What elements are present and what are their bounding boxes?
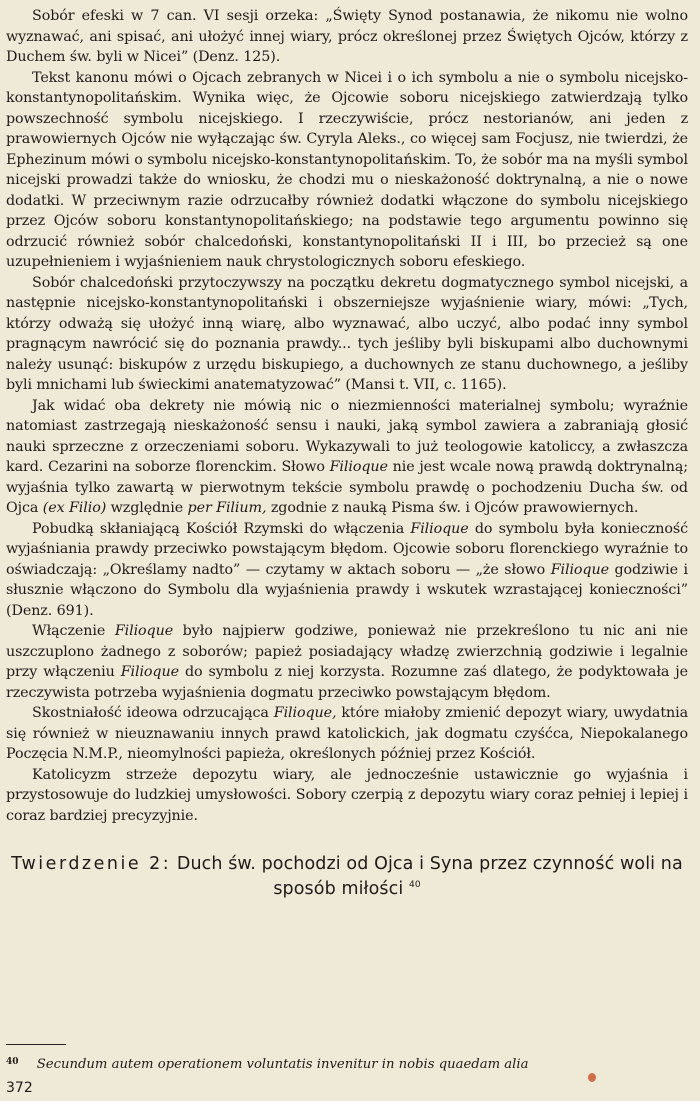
italic-term: per Filium, [187, 500, 267, 516]
italic-term: Filioque [114, 623, 174, 639]
text-run: Katolicyzm strzeże depozytu wiary, ale jednocześnie ustawicznie go wyjaśnia i przystosowuje do ludzkiej umysłowości. Sobory czerpią z depozytu wiary coraz pełniej i lepiej i coraz bardziej precyzyjnie. [6, 766, 688, 824]
text-run: które miałoby zmienić depozyt wiary, uwydatnia się również w nieuznawaniu innych prawd katolickich, jak dogmatu czyśćca, Niepokalanego Poczęcia N.M.P., nieomylności papieża, określonych później przez Kościół. [6, 705, 688, 762]
paragraph [6, 621, 688, 703]
italic-term: Filioque [329, 459, 388, 475]
paragraph [6, 68, 688, 273]
text-run: nie jest wcale nową prawdą doktrynalną; wyjaśnia tylko zawartą w pierwotnym tekście symbolu prawdę o pochodzeniu Ducha św. od Ojca [6, 459, 688, 516]
thesis-heading [6, 852, 688, 902]
italic-term: Filioque [120, 664, 179, 680]
paragraph [6, 703, 688, 765]
text-run: Sobór chalcedoński przytoczywszy na początku dekretu dogmatycznego symbol nicejski, a następnie nicejsko-konstantynopolitański i obszerniejsze wyjaśnienie wiary, mówi: „Tych, którzy odważą się ułożyć inną wiarę, albo wyznawać, albo uczyć, albo podać inny symbol pragnącym nawrócić się do poznania prawdy... tych jeśliby byli biskupami albo duchownymi należy usunąć: biskupów z urzędu biskupiego, a duchownych ze stanu duchownego, a jeśliby byli mnichami lub świeckimi anatematyzować” (Mansi t. VII, c. 1165). [6, 274, 688, 393]
footnote-number: 40 [6, 1057, 19, 1067]
paragraph [6, 519, 688, 622]
text-run: Sobór efeski w 7 can. VI sesji orzeka: „Święty Synod postanawia, że nikomu nie wolno wyznawać, ani spisać, ani ułożyć innej wiary, prócz określonej przez Świętych Ojców, którzy z Duchem św. byli w Nicei” (Denz. 125). [6, 8, 688, 65]
footnote [6, 1053, 688, 1074]
paragraph [6, 765, 688, 827]
text-run: Skostniałość ideowa odrzucająca [32, 705, 274, 721]
text-run: względnie [106, 500, 188, 516]
footnote-text: Secundum autem operationem voluntatis invenitur in nobis quaedam alia [36, 1057, 529, 1072]
paragraphs [6, 6, 688, 826]
text-run: Włączenie [32, 623, 115, 639]
body-text [6, 6, 688, 902]
ink-stain [588, 1073, 596, 1082]
text-run: do symbolu była konieczność wyjaśniania prawdy przeciwko powstającym błędom. Ojcowie soboru florenckiego wyraźnie to oświadczają: „Określamy nadto” — czytamy w aktach soboru — „że słowo [6, 520, 689, 578]
paragraph [6, 6, 688, 68]
text-run: Pobudką skłaniającą Kościół Rzymski do włączenia [32, 520, 411, 537]
text-run: było najpierw godziwe, ponieważ nie przekreślono tu nic ani nie uszczuplono żadnego z soborów; papież posiadający władzę zwierzchnią godziwie i legalnie przy włączeniu [6, 623, 689, 680]
italic-term: Filioque [550, 561, 609, 578]
thesis-label: Twierdzenie 2: [11, 854, 172, 874]
text-run: do symbolu z niej korzysta. Rozumne zaś dlatego, że podyktowała je rzeczywista potrzeba wyjaśnienia dogmatu przeciwko powstającym błędom. [6, 664, 688, 701]
text-run: Tekst kanonu mówi o Ojcach zebranych w Nicei i o ich symbolu a nie o symbolu nicejsko-konstantynopolitańskim. Wynika więc, że Ojcowie soboru nicejskiego zatwierdzają tylko powszechność symbolu nicejskiego. I rzeczywiście, prócz nestorianów, ani jeden z prawowiernych Ojców nie wyłączając św. Cyryla Aleks., co więcej sam Focjusz, nie twierdzi, że Ephezinum mówi o symbolu nicejsko-konstantynopolitańskim. To, że sobór ma na myśli symbol nicejski prowadzi także do wniosku, że chodzi mu o nieskażoność doktrynalną, a nie o nowe dodatki. W przeciwnym razie odrzucałby również dodatki włączone do symbolu nicejskiego przez Ojców soboru konstantynopolitańskiego; na podstawie tego argumentu powinno się odrzucić również sobór chalcedoński, konstantynopolitański II i III, bo przecież są one uzupełnieniem i wyjaśnieniem nauk chrystologicznych soboru efeskiego. [6, 69, 688, 270]
italic-term: Filioque [410, 520, 469, 537]
page-number: 372 [6, 1080, 33, 1096]
text-run: zgodnie z nauką Pisma św. i Ojców prawowiernych. [266, 500, 639, 516]
text-run: godziwie i słusznie włączono do Symbolu dla wyjaśnienia prawdy i wskutek wzrastającej konieczności” (Denz. 691). [6, 561, 688, 619]
paragraph [6, 273, 688, 396]
paragraph [6, 396, 688, 519]
thesis-text: Duch św. pochodzi od Ojca i Syna przez czynność woli na sposób miłości [176, 854, 683, 899]
text-run: Jak widać oba dekrety nie mówią nic o niezmienności materialnej symbolu; wyraźnie natomiast zastrzegają nieskażoność sensu i nauki, jaką symbol zawiera a zabraniają głosić nauki sprzeczne z orzeczeniami soboru. Wykazywali to już teologowie katoliccy, a zwłaszcza kard. Cezarini na soborze florenckim. Słowo [6, 397, 688, 475]
thesis-footnote-ref: 40 [409, 880, 421, 891]
italic-term: (ex Filio) [42, 500, 107, 516]
footnote-divider [6, 1044, 66, 1045]
italic-term: Filioque, [273, 705, 337, 721]
